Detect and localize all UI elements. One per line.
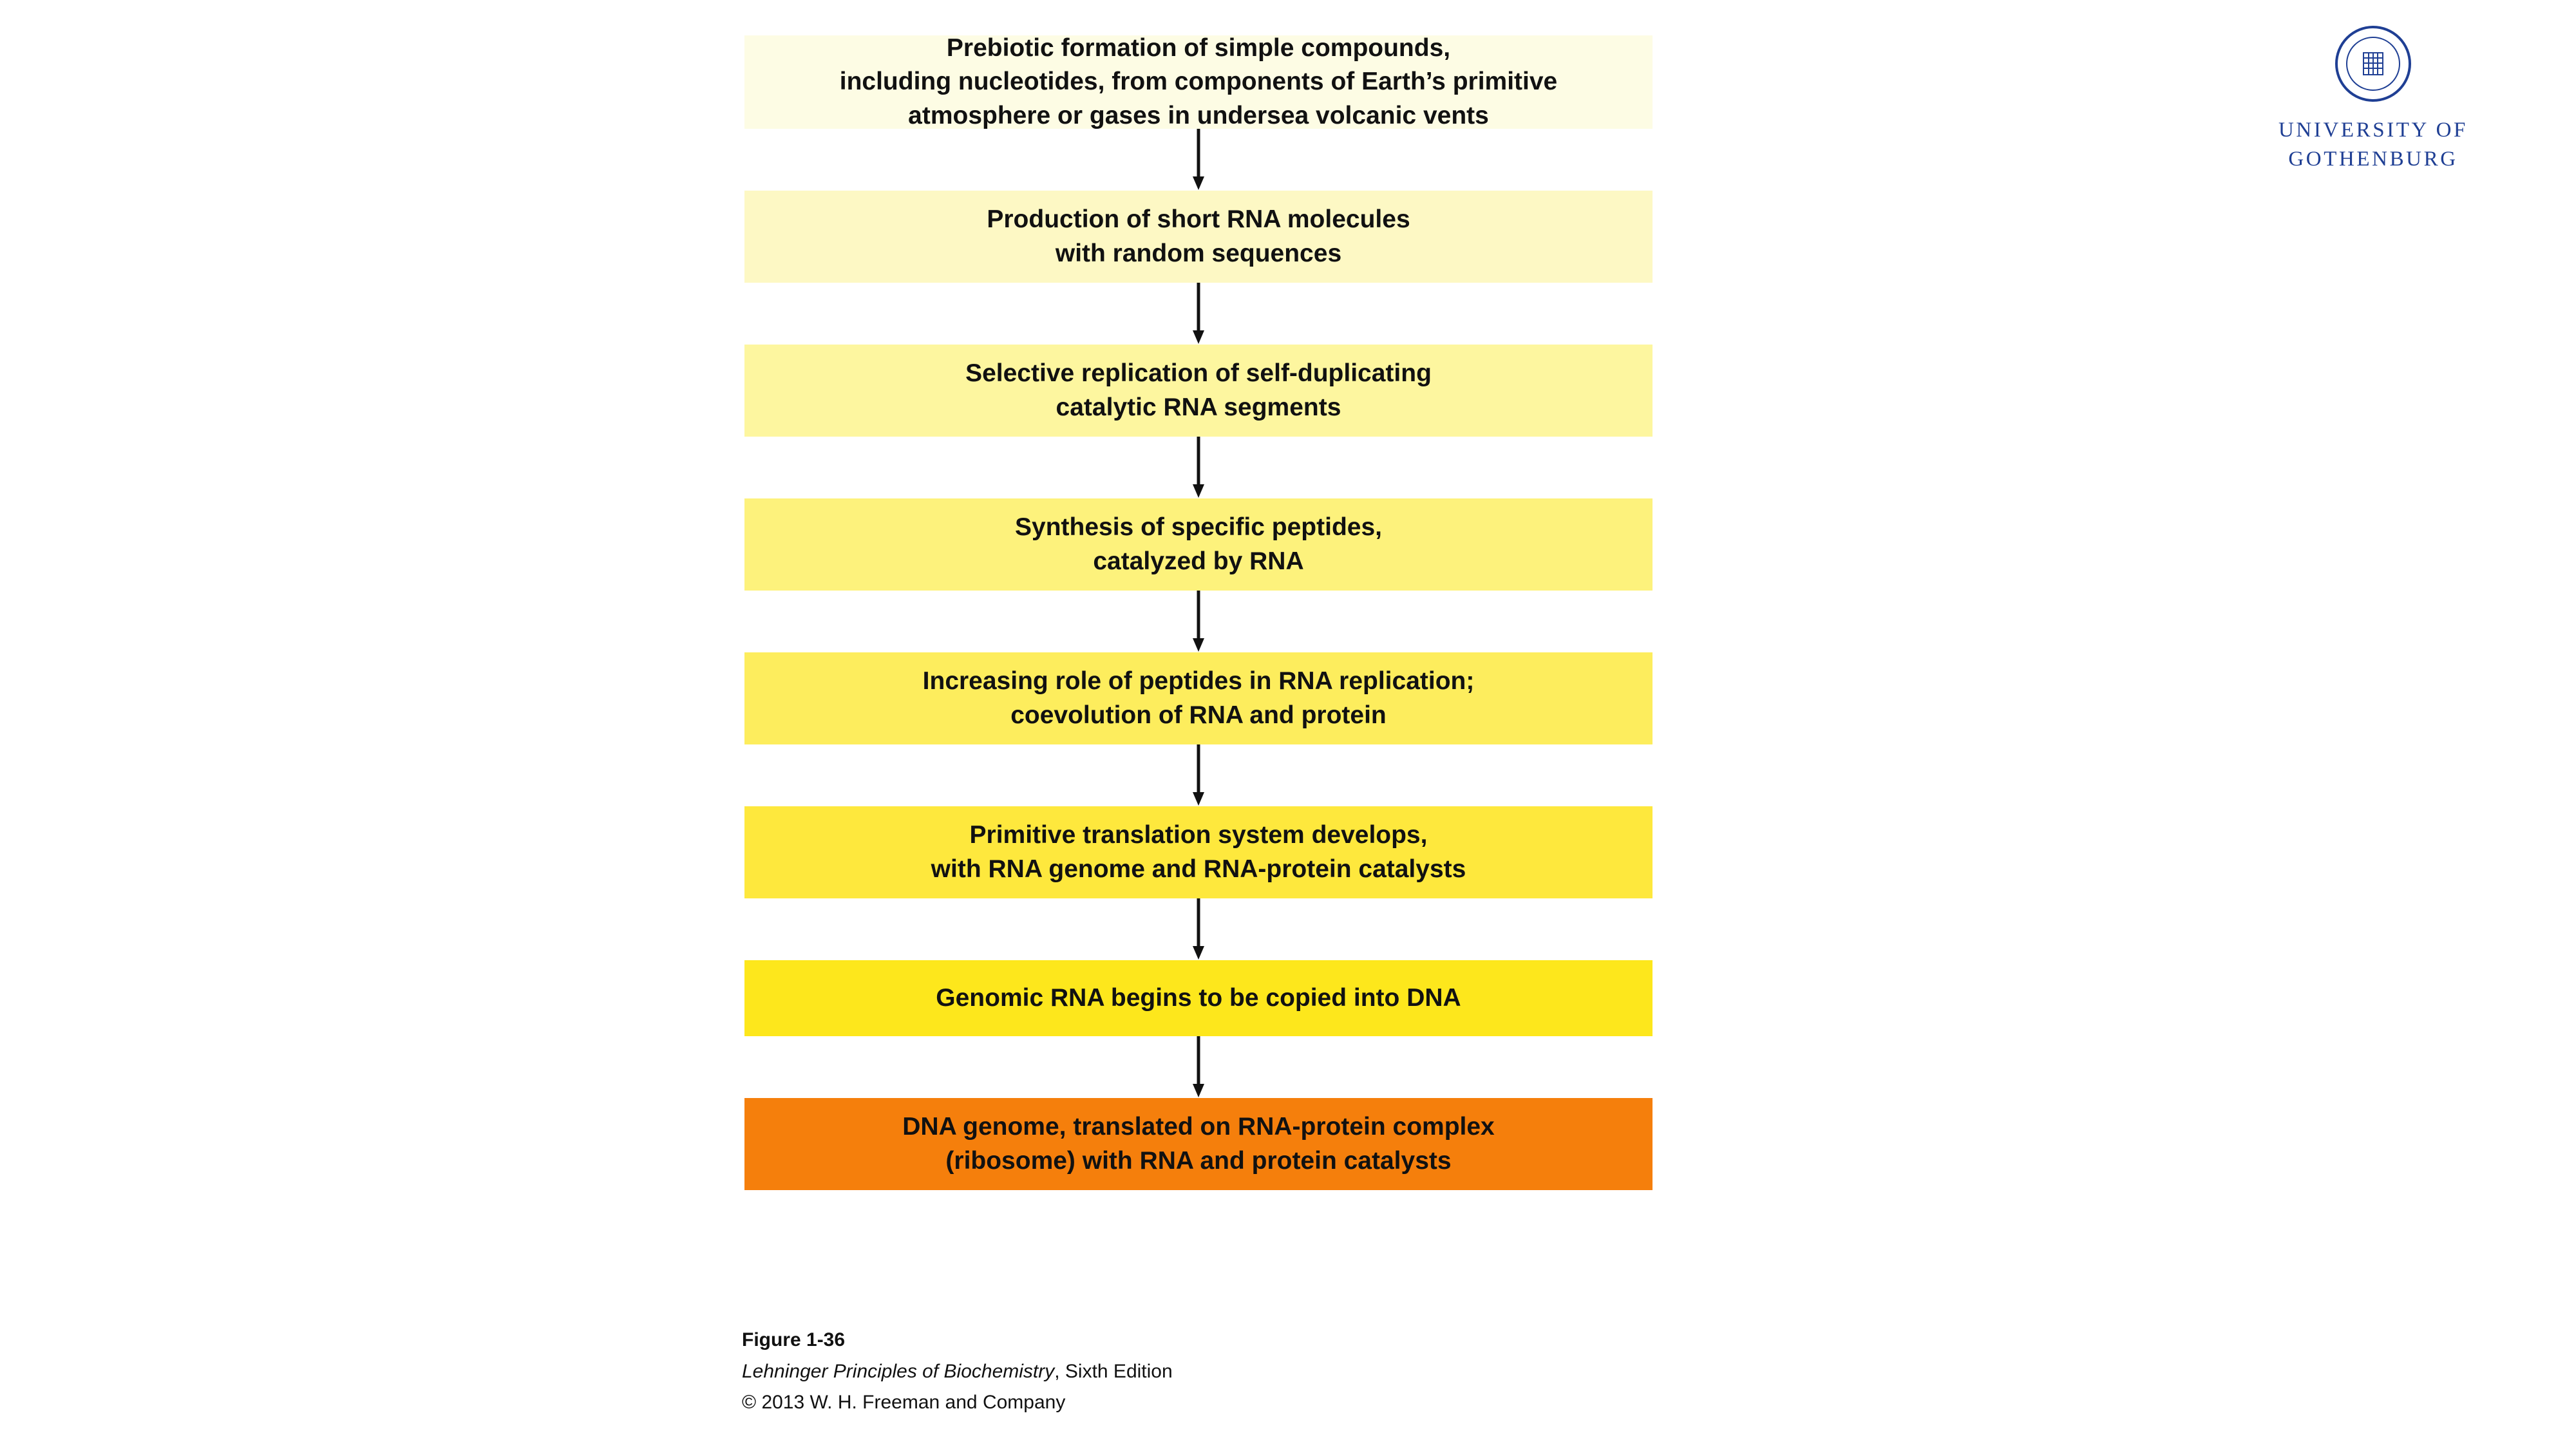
flow-step-5-line-2: coevolution of RNA and protein xyxy=(1010,701,1387,729)
caption-source-title: Lehninger Principles of Biochemistry xyxy=(742,1360,1055,1382)
flow-arrow-2 xyxy=(744,283,1653,345)
flow-step-8-line-1: DNA genome, translated on RNA-protein complex xyxy=(902,1113,1495,1141)
university-wordmark-line1: UNIVERSITY OF xyxy=(2278,118,2468,142)
flow-step-7 xyxy=(744,960,1653,1036)
flow-step-7-line-1: Genomic RNA begins to be copied into DNA xyxy=(936,983,1461,1012)
flow-step-2 xyxy=(744,191,1653,283)
university-wordmark-line2: GOTHENBURG xyxy=(2288,147,2458,171)
flow-step-5-line-1: Increasing role of peptides in RNA replication; xyxy=(922,667,1475,696)
flow-step-3-line-1: Selective replication of self-duplicating xyxy=(965,359,1432,388)
university-wordmark xyxy=(2238,116,2508,173)
flow-step-4-line-1: Synthesis of specific peptides, xyxy=(1015,513,1382,542)
flow-arrow-1 xyxy=(744,129,1653,191)
flow-step-2-line-1: Production of short RNA molecules xyxy=(987,205,1410,234)
flowchart xyxy=(744,35,1653,1190)
flow-step-1-line-2: including nucleotides, from components of Earth’s primitive xyxy=(839,68,1558,96)
flow-step-1-line-3: atmosphere or gases in undersea volcanic vents xyxy=(908,101,1489,129)
flow-step-2-line-2: with random sequences xyxy=(1055,239,1342,267)
flow-step-5 xyxy=(744,652,1653,744)
caption-figure-number: Figure 1-36 xyxy=(742,1329,846,1350)
flow-step-6 xyxy=(744,806,1653,898)
caption-source-edition: , Sixth Edition xyxy=(1054,1360,1173,1382)
flow-step-3 xyxy=(744,345,1653,437)
university-seal-icon xyxy=(2335,26,2411,102)
caption-source xyxy=(742,1356,1173,1388)
flow-step-4-line-2: catalyzed by RNA xyxy=(1093,547,1304,575)
flow-step-8 xyxy=(744,1098,1653,1190)
flow-arrow-4 xyxy=(744,591,1653,652)
flow-arrow-6 xyxy=(744,898,1653,960)
flow-step-8-line-2: (ribosome) with RNA and protein catalysts xyxy=(945,1146,1452,1175)
figure-caption xyxy=(742,1325,1173,1419)
flow-arrow-3 xyxy=(744,437,1653,498)
flow-step-1 xyxy=(744,35,1653,129)
flow-step-1-line-1: Prebiotic formation of simple compounds, xyxy=(946,34,1451,62)
flow-step-4 xyxy=(744,498,1653,591)
flow-step-6-line-1: Primitive translation system develops, xyxy=(969,821,1428,849)
flow-arrow-7 xyxy=(744,1036,1653,1098)
flow-step-3-line-2: catalytic RNA segments xyxy=(1056,393,1341,421)
seal-crest-icon xyxy=(2358,49,2388,79)
university-logo xyxy=(2238,26,2508,173)
flow-arrow-5 xyxy=(744,744,1653,806)
flow-step-6-line-2: with RNA genome and RNA-protein catalysts xyxy=(931,855,1466,883)
caption-copyright: © 2013 W. H. Freeman and Company xyxy=(742,1392,1066,1414)
